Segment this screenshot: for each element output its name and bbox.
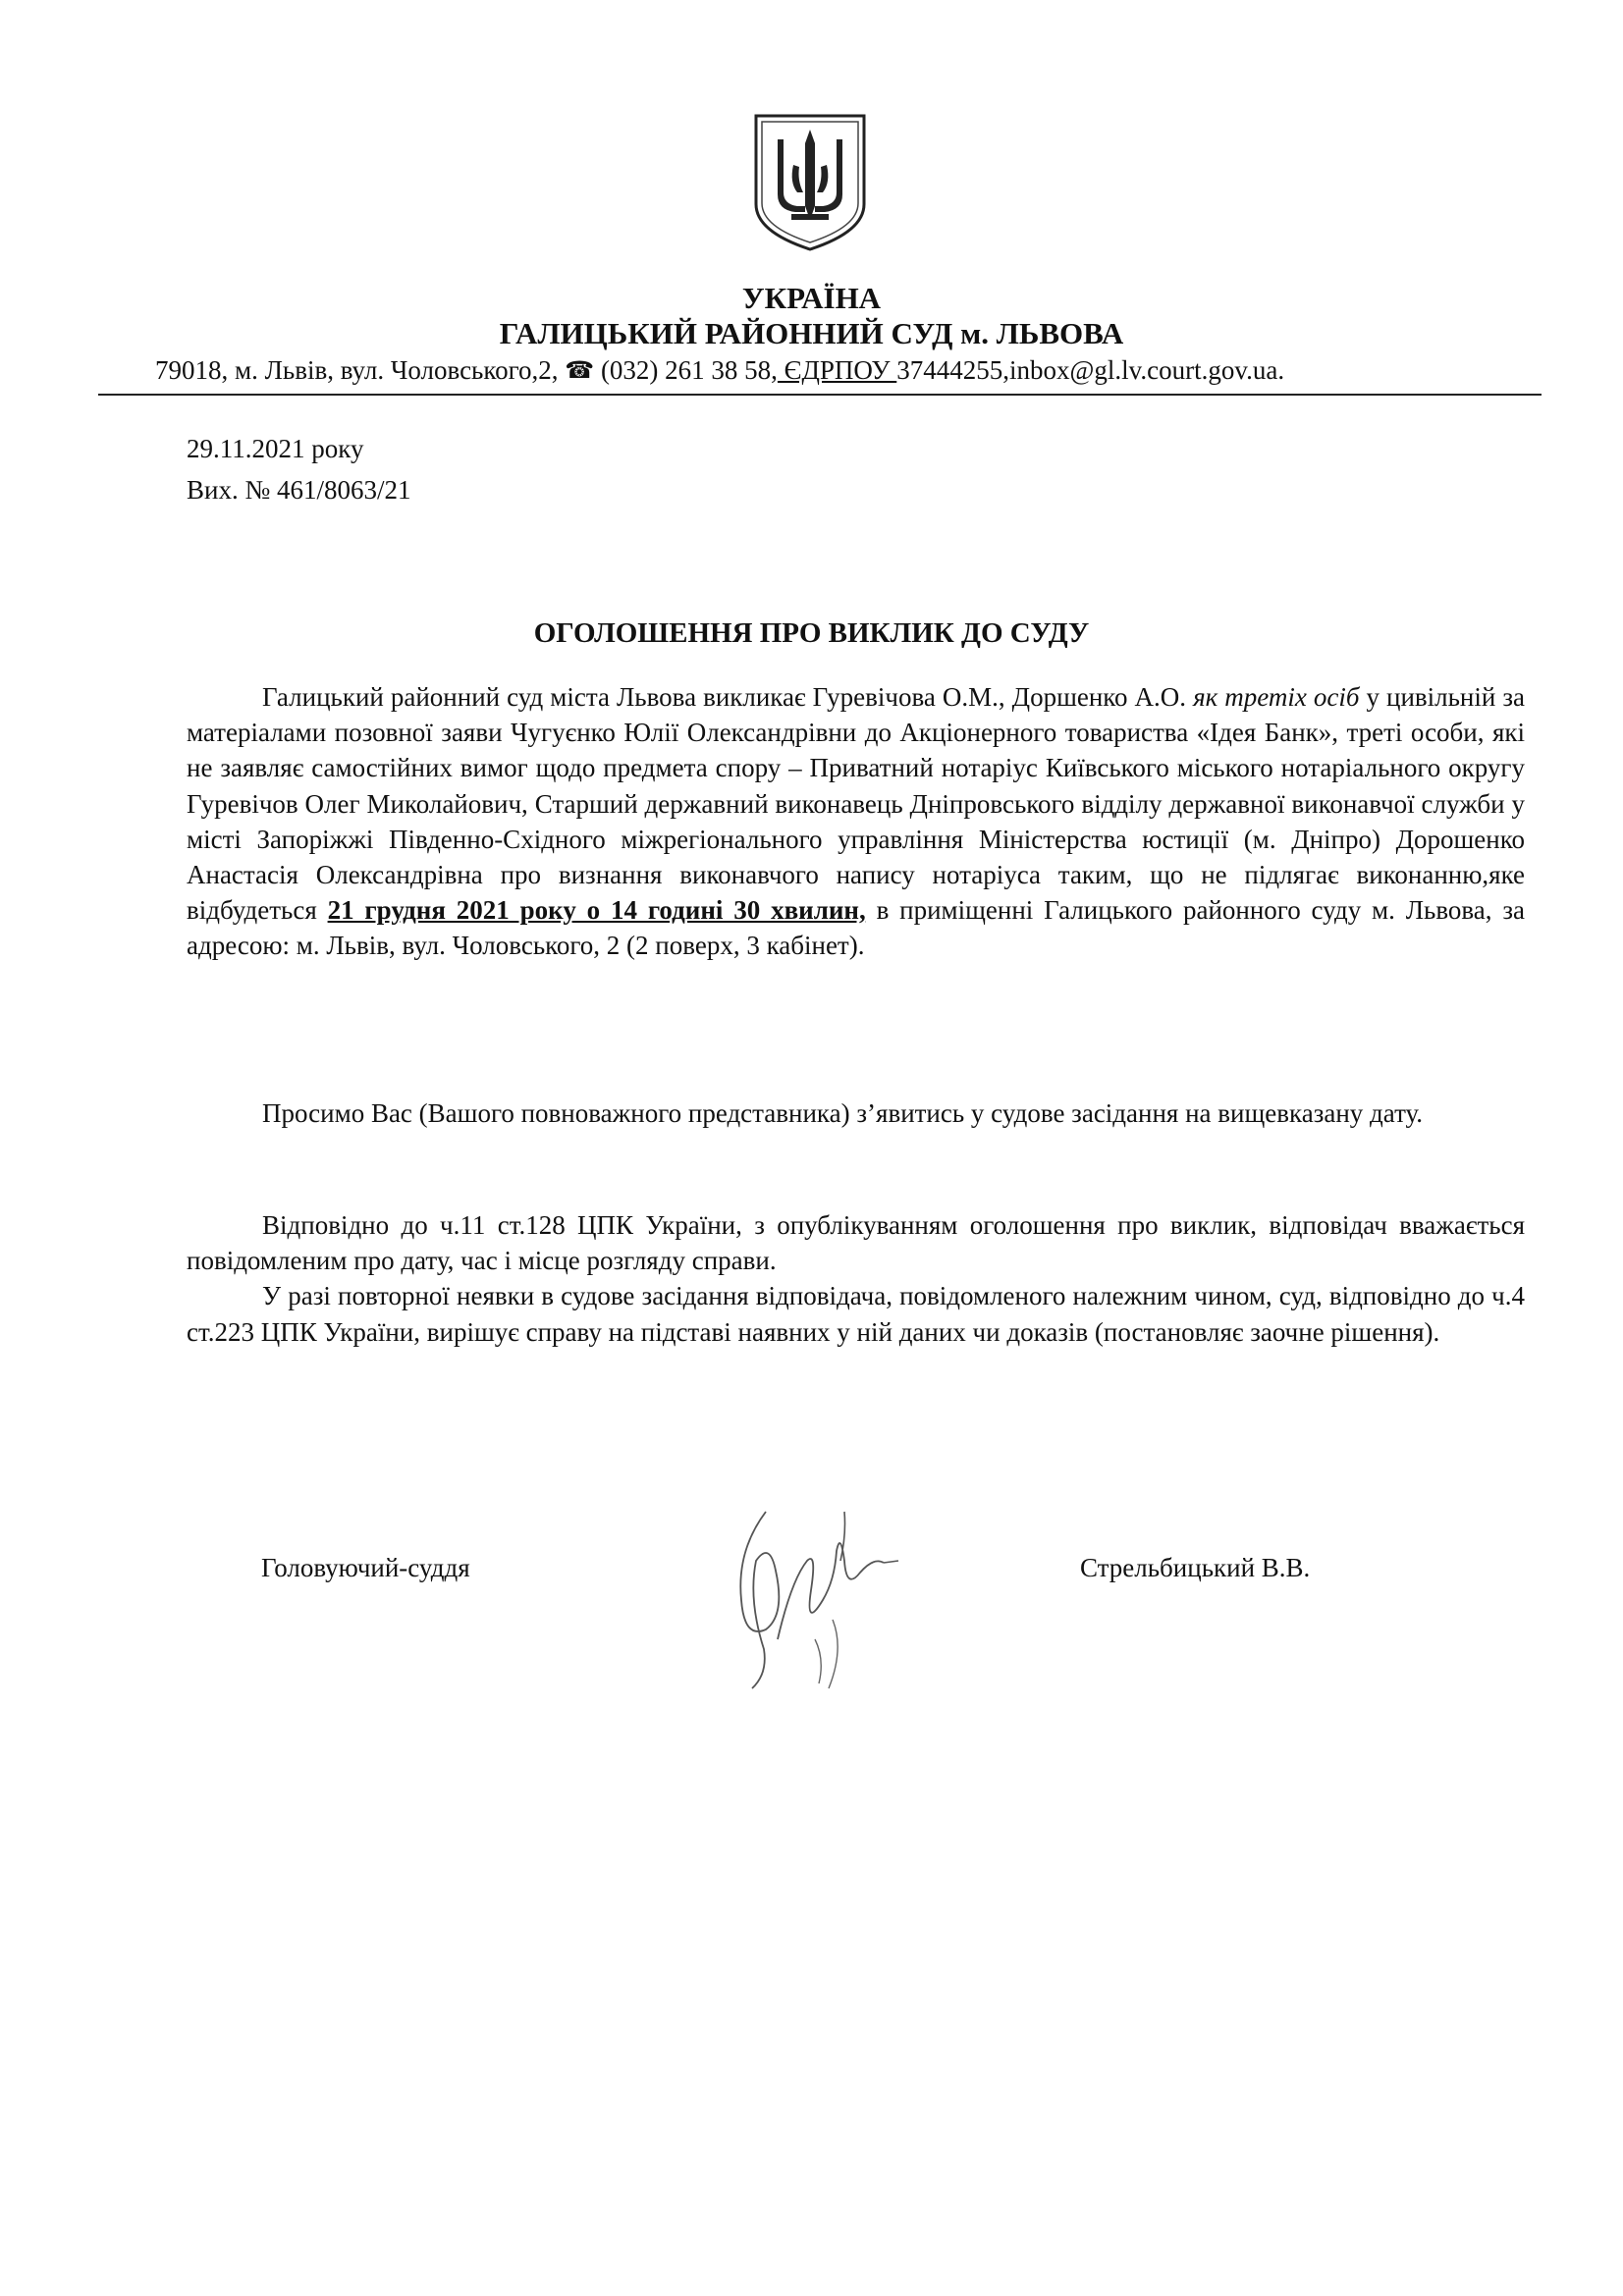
signatory-role: Головуючий-суддя — [261, 1553, 470, 1582]
court-contacts — [155, 353, 1284, 388]
court-address: 79018, м. Львів, вул. Чоловського,2, — [155, 355, 559, 385]
p1-italic-text: як третіх осіб — [1193, 682, 1360, 712]
phone-icon: ☎ — [565, 358, 595, 384]
edrpou-label: ЄДРПОУ — [777, 355, 897, 385]
handwritten-signature — [697, 1492, 913, 1708]
notice-paragraph-2 — [187, 1095, 1525, 1131]
document-title: ОГОЛОШЕННЯ ПРО ВИКЛИК ДО СУДУ — [533, 617, 1090, 649]
court-name: ГАЛИЦЬКИЙ РАЙОННИЙ СУД м. ЛЬВОВА — [499, 316, 1124, 350]
trident-emblem-icon — [748, 110, 872, 253]
edrpou-email: 37444255,inbox@gl.lv.court.gov.ua. — [896, 355, 1285, 385]
document-date: 29.11.2021 року — [187, 434, 364, 463]
p2-text: Просимо Вас (Вашого повноважного представника) з’явитись у судове засідання на вищевказану дату. — [262, 1098, 1424, 1128]
notice-paragraph-3 — [187, 1207, 1525, 1350]
header-divider — [98, 394, 1542, 396]
notice-paragraph-1 — [187, 679, 1525, 964]
hearing-datetime: 21 грудня 2021 року о 14 годині 30 хвилин, — [327, 895, 866, 926]
outgoing-number: Вих. № 461/8063/21 — [187, 475, 411, 505]
country-name: УКРАЇНА — [741, 281, 882, 315]
signatory-name: Стрельбицький В.В. — [1080, 1553, 1311, 1582]
p4-text: У разі повторної неявки в судове засідання відповідача, повідомленого належним чином, суд, відповідно до ч.4 ст.223 ЦПК України, вирішує справу на підставі наявних у ній даних чи доказів (постановляє заочне рішення). — [187, 1281, 1525, 1347]
court-phone: (032) 261 38 58, — [600, 355, 778, 385]
p3-text: Відповідно до ч.11 ст.128 ЦПК України, з опублікуванням оголошення про виклик, відповідач вважається повідомленим про дату, час і місце розгляду справи. — [187, 1210, 1525, 1276]
p1-text-b: у цивільній за матеріалами позовної заяви Чугуєнко Юлії Олександрівни до Акціонерного товариства «Ідея Банк», треті особи, які не заявляє самостійних вимог щодо предмета спору – Приватний нотаріус Київського міського нотаріального округу Гуревічов Олег Миколайович, Старший державний виконавець Дніпровського відділу державної виконавчої служби у місті Запоріжжі Південно-Східного міжрегіонального управління Міністерства юстиції (м. Дніпро) Дорошенко Анастасія Олександрівна про визнання виконавчого напису нотаріуса таким, що не підлягає виконанню,яке відбудеться — [187, 682, 1525, 926]
p1-text-a: Галицький районний суд міста Львова викликає Гуревічова О.М., Доршенко А.О. — [262, 682, 1194, 712]
p1-text-c: в приміщенні Галицького районного суду м. Львова, за адресою: м. Львів, вул. Чоловського, 2 (2 поверх, 3 кабінет). — [187, 895, 1526, 961]
